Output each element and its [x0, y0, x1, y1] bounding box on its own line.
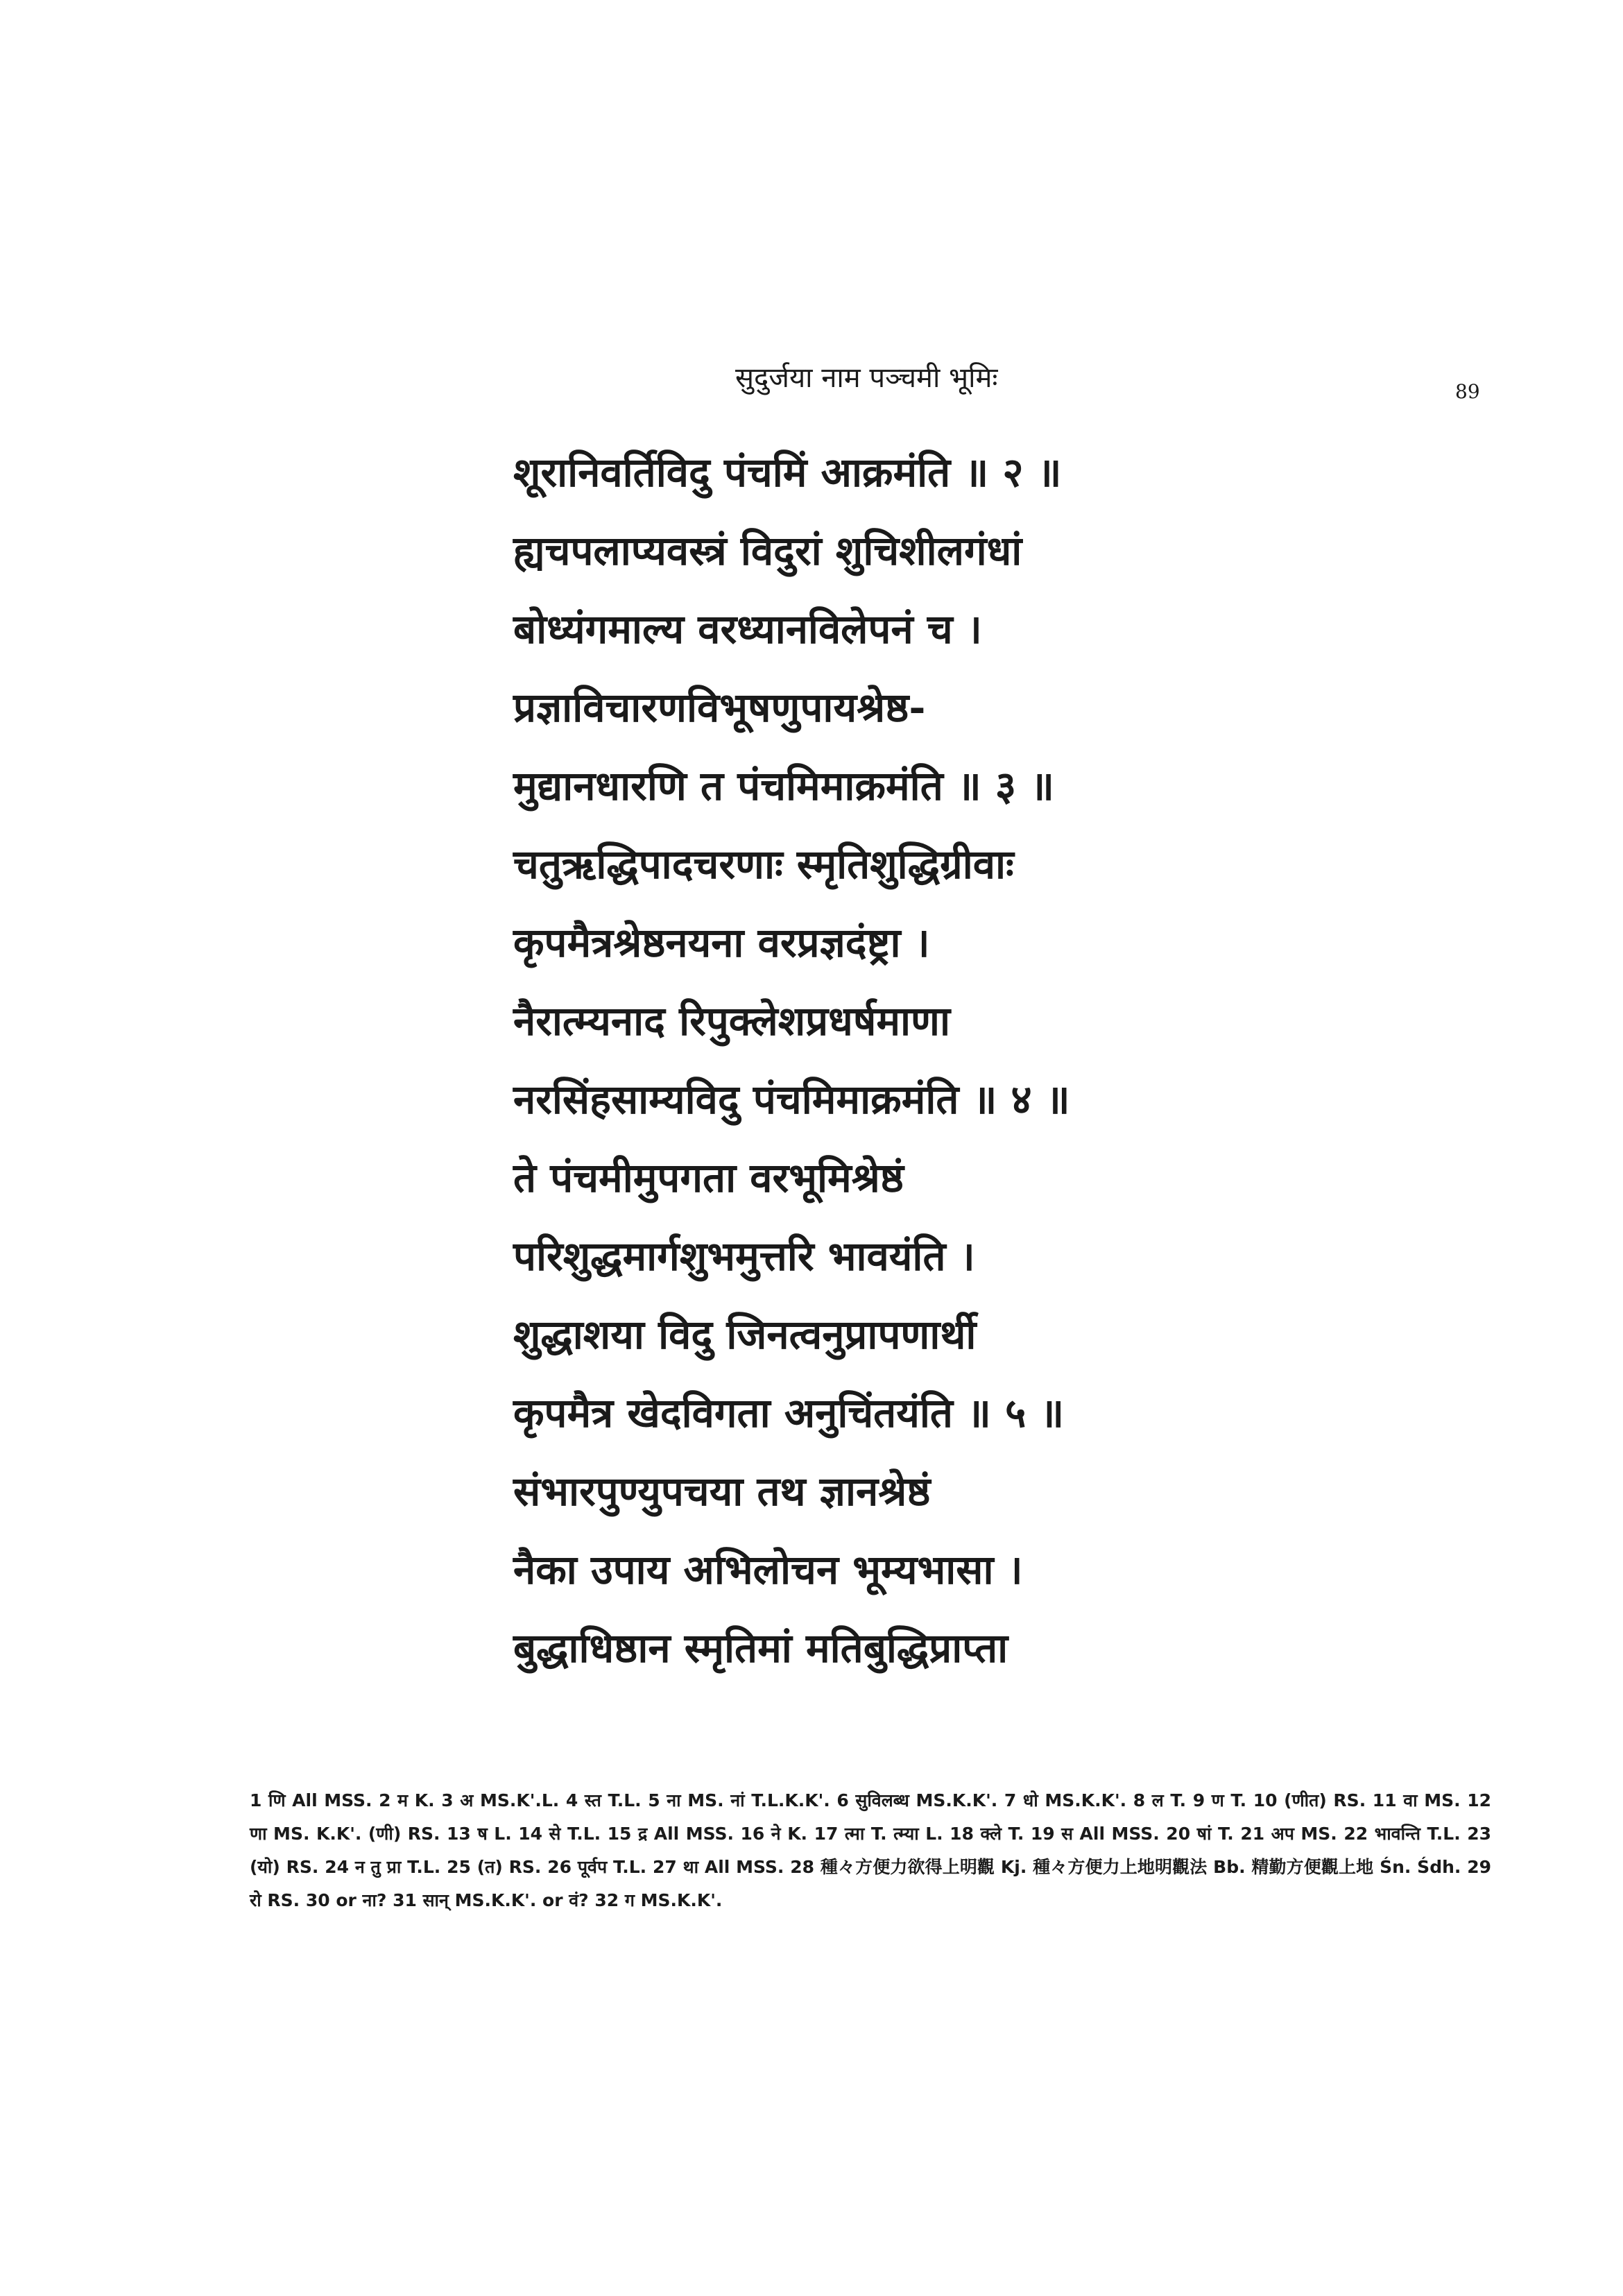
verse-line: कृपमैत्र खेदविगता अनुचिंतयंति ॥ ५ ॥	[513, 1389, 1065, 1437]
verse-line: मुद्यानधारणि त पंचमिमाक्रमंति ॥ ३ ॥	[513, 762, 1054, 809]
verse-line: शूरानिवर्तिविदु पंचमिं आक्रमंति ॥ २ ॥	[513, 449, 1062, 496]
footnotes: 1 णि All MSS. 2 म K. 3 अ MS.K'.L. 4 स्त T.L. 5 ना MS. नां T.L.K.K'. 6 सुविलब्ध MS.K.K'. 7 धो MS.K.K'. 8 ल T. 9 ण T. 10 (णीत) RS. 11 वा MS. 12 णा MS. K.K'. (णी) RS. 13 ष L. 14 से T.L. 15 द्र All MSS. 16 ने K. 17 त्मा T. त्म्या L. 18 क्ले T. 19 स All MSS. 20 षां T. 21 अप MS. 22 भावन्ति T.L. 23 (यो) RS. 24 न तु प्रा T.L. 25 (त) RS. 26 पूर्वप T.L. 27 था All MSS. 28 種々方便力欲得上明觀 Kj. 種々方便力上地明觀法 Bb. 精勤方便觀上地 Śn. Śdh. 29 रो RS. 30 or ना? 31 सान् MS.K.K'. or वं? 32 ग MS.K.K'.	[250, 1790, 1491, 1910]
verse-line: संभारपुण्युपचया तथ ज्ञानश्रेष्ठं	[513, 1468, 931, 1515]
verse-line: नैरात्म्यनाद रिपुक्लेशप्रधर्षमाणा	[513, 997, 951, 1045]
verse-line: ते पंचमीमुपगता वरभूमिश्रेष्ठं	[513, 1154, 904, 1201]
verse-line: ह्यचपलाप्यवस्त्रं विदुरां शुचिशीलगंधां	[513, 527, 1022, 574]
verse-line: नैका उपाय अभिलोचन भूम्यभासा ।	[513, 1546, 1023, 1593]
verse-line: चतुऋद्धिपादचरणाः स्मृतिशुद्धिग्रीवाः	[513, 841, 1014, 888]
verse-block	[513, 434, 1540, 1688]
page-number: 89	[1455, 380, 1480, 403]
verse-line: बुद्धाधिष्ठान स्मृतिमां मतिबुद्धिप्राप्ता	[513, 1625, 1008, 1672]
verse-line: बोध्यंगमाल्य वरध्यानविलेपनं च ।	[513, 606, 982, 653]
verse-line: नरसिंहसाम्यविदु पंचमिमाक्रमंति ॥ ४ ॥	[513, 1076, 1070, 1123]
verse-line: कृपमैत्रश्रेष्ठनयना वरप्रज्ञदंष्ट्रा ।	[513, 919, 930, 966]
running-head: सुदुर्जया नाम पञ्चमी भूमिः	[735, 362, 998, 394]
verse-line: प्रज्ञाविचारणविभूषणुपायश्रेष्ठ-	[513, 684, 926, 731]
verse-line: शुद्धाशया विदु जिनत्वनुप्रापणार्थी	[513, 1311, 977, 1358]
verse-line: परिशुद्धमार्गशुभमुत्तरि भावयंति ।	[513, 1233, 975, 1280]
